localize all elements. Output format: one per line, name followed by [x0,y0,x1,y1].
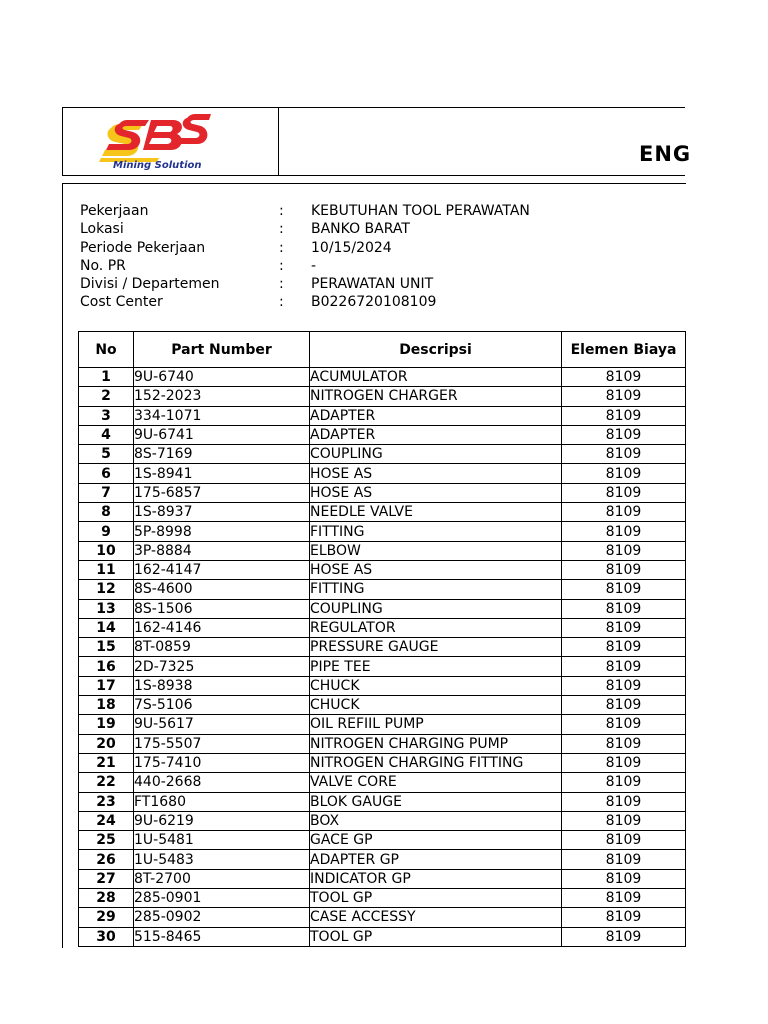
cell-descripsi: FITTING [310,580,562,599]
cell-no: 10 [79,541,134,560]
table-row [79,580,686,599]
table-row [79,599,686,618]
table-row [79,811,686,830]
table-row [79,889,686,908]
column-header-elemen-biaya: Elemen Biaya [562,332,686,368]
cell-no: 12 [79,580,134,599]
cell-no: 2 [79,387,134,406]
cell-elemen-biaya: 8109 [562,734,686,753]
cell-part-number: 8T-2700 [134,869,310,888]
cell-descripsi: NEEDLE VALVE [310,503,562,522]
info-value: - [311,257,317,274]
table-row [79,850,686,869]
cell-part-number: 515-8465 [134,927,310,946]
cell-elemen-biaya: 8109 [562,522,686,541]
table-row [79,425,686,444]
info-colon: : [279,203,284,219]
info-label: Divisi / Departemen [80,276,220,293]
info-value: B0226720108109 [311,294,437,311]
cell-no: 19 [79,715,134,734]
cell-part-number: 9U-6741 [134,425,310,444]
cell-no: 23 [79,792,134,811]
table-row [79,560,686,579]
info-colon: : [279,221,284,238]
cell-part-number: 1U-5481 [134,831,310,850]
cell-no: 16 [79,657,134,676]
cell-part-number: 162-4146 [134,618,310,637]
logo-tagline: Mining Solution [113,160,202,171]
parts-table [78,331,686,947]
cell-no: 30 [79,927,134,946]
document-title: ENG [639,142,692,166]
cell-elemen-biaya: 8109 [562,368,686,387]
cell-descripsi: ADAPTER [310,425,562,444]
cell-elemen-biaya: 8109 [562,503,686,522]
cell-elemen-biaya: 8109 [562,753,686,772]
cell-descripsi: CHUCK [310,676,562,695]
table-row [79,387,686,406]
cell-elemen-biaya: 8109 [562,618,686,637]
cell-elemen-biaya: 8109 [562,889,686,908]
cell-descripsi: COUPLING [310,599,562,618]
cell-no: 18 [79,696,134,715]
info-colon: : [279,239,284,256]
cell-no: 6 [79,464,134,483]
cell-elemen-biaya: 8109 [562,483,686,502]
cell-part-number: 175-5507 [134,734,310,753]
cell-part-number: 1U-5483 [134,850,310,869]
cell-part-number: 175-6857 [134,483,310,502]
cell-part-number: 5P-8998 [134,522,310,541]
table-row [79,715,686,734]
cell-no: 27 [79,869,134,888]
cell-descripsi: NITROGEN CHARGING PUMP [310,734,562,753]
header-divider [278,108,279,176]
cell-no: 1 [79,368,134,387]
cell-elemen-biaya: 8109 [562,869,686,888]
cell-descripsi: HOSE AS [310,464,562,483]
cell-no: 22 [79,773,134,792]
cell-descripsi: OIL REFIIL PUMP [310,715,562,734]
cell-descripsi: ACUMULATOR [310,368,562,387]
info-colon: : [279,276,284,293]
cell-part-number: 8S-1506 [134,599,310,618]
info-label: No. PR [80,257,126,274]
table-row [79,734,686,753]
cell-part-number: 2D-7325 [134,657,310,676]
info-colon: : [279,257,284,274]
cell-descripsi: CASE ACCESSY [310,908,562,927]
column-header-descripsi: Descripsi [310,332,562,368]
cell-descripsi: CHUCK [310,696,562,715]
column-header-no: No [79,332,134,368]
info-value: PERAWATAN UNIT [311,276,434,293]
cell-part-number: 8S-4600 [134,580,310,599]
table-row [79,773,686,792]
cell-elemen-biaya: 8109 [562,927,686,946]
cell-elemen-biaya: 8109 [562,792,686,811]
cell-no: 21 [79,753,134,772]
cell-no: 25 [79,831,134,850]
cell-no: 15 [79,638,134,657]
info-value: BANKO BARAT [311,221,410,238]
cell-no: 28 [79,889,134,908]
cell-no: 5 [79,445,134,464]
info-label: Cost Center [80,294,163,311]
cell-elemen-biaya: 8109 [562,638,686,657]
info-label: Periode Pekerjaan [80,239,206,256]
table-row [79,368,686,387]
cell-elemen-biaya: 8109 [562,580,686,599]
table-row [79,522,686,541]
cell-part-number: 162-4147 [134,560,310,579]
cell-descripsi: NITROGEN CHARGING FITTING [310,753,562,772]
cell-descripsi: BOX [310,811,562,830]
cell-descripsi: ELBOW [310,541,562,560]
table-row [79,696,686,715]
cell-descripsi: FITTING [310,522,562,541]
cell-descripsi: REGULATOR [310,618,562,637]
table-row [79,406,686,425]
cell-descripsi: GACE GP [310,831,562,850]
table-row [79,927,686,946]
cell-part-number: 1S-8938 [134,676,310,695]
cell-elemen-biaya: 8109 [562,464,686,483]
cell-elemen-biaya: 8109 [562,715,686,734]
cell-no: 9 [79,522,134,541]
info-value: 10/15/2024 [311,239,392,256]
cell-part-number: 3P-8884 [134,541,310,560]
column-header-part-number: Part Number [134,332,310,368]
cell-elemen-biaya: 8109 [562,676,686,695]
table-row [79,445,686,464]
cell-descripsi: PIPE TEE [310,657,562,676]
cell-elemen-biaya: 8109 [562,831,686,850]
cell-descripsi: NITROGEN CHARGER [310,387,562,406]
cell-descripsi: PRESSURE GAUGE [310,638,562,657]
cell-no: 7 [79,483,134,502]
cell-elemen-biaya: 8109 [562,773,686,792]
cell-descripsi: ADAPTER [310,406,562,425]
cell-elemen-biaya: 8109 [562,541,686,560]
cell-part-number: 9U-6740 [134,368,310,387]
info-label: Lokasi [80,221,124,238]
cell-part-number: 175-7410 [134,753,310,772]
table-row [79,908,686,927]
cell-part-number: FT1680 [134,792,310,811]
table-row [79,483,686,502]
table-row [79,618,686,637]
cell-descripsi: HOSE AS [310,560,562,579]
cell-descripsi: INDICATOR GP [310,869,562,888]
table-row [79,503,686,522]
cell-descripsi: TOOL GP [310,889,562,908]
cell-elemen-biaya: 8109 [562,445,686,464]
cell-no: 24 [79,811,134,830]
cell-elemen-biaya: 8109 [562,811,686,830]
cell-descripsi: VALVE CORE [310,773,562,792]
cell-descripsi: COUPLING [310,445,562,464]
cell-elemen-biaya: 8109 [562,908,686,927]
cell-part-number: 9U-6219 [134,811,310,830]
table-row [79,638,686,657]
table-row [79,657,686,676]
cell-descripsi: BLOK GAUGE [310,792,562,811]
cell-elemen-biaya: 8109 [562,406,686,425]
cell-no: 13 [79,599,134,618]
cell-elemen-biaya: 8109 [562,599,686,618]
cell-part-number: 8S-7169 [134,445,310,464]
info-value: KEBUTUHAN TOOL PERAWATAN [311,203,530,219]
cell-elemen-biaya: 8109 [562,850,686,869]
table-row [79,676,686,695]
cell-part-number: 1S-8937 [134,503,310,522]
cell-no: 29 [79,908,134,927]
info-label: Pekerjaan [80,203,149,219]
cell-part-number: 8T-0859 [134,638,310,657]
cell-elemen-biaya: 8109 [562,560,686,579]
cell-elemen-biaya: 8109 [562,657,686,676]
table-header-row [79,332,686,368]
document-header [62,107,692,176]
cell-elemen-biaya: 8109 [562,387,686,406]
cell-no: 3 [79,406,134,425]
cell-descripsi: TOOL GP [310,927,562,946]
cell-elemen-biaya: 8109 [562,425,686,444]
cell-descripsi: HOSE AS [310,483,562,502]
cell-no: 26 [79,850,134,869]
cell-part-number: 334-1071 [134,406,310,425]
cell-part-number: 152-2023 [134,387,310,406]
cell-part-number: 9U-5617 [134,715,310,734]
table-row [79,541,686,560]
cell-part-number: 440-2668 [134,773,310,792]
cell-part-number: 285-0901 [134,889,310,908]
cell-no: 20 [79,734,134,753]
table-row [79,831,686,850]
table-row [79,792,686,811]
cell-no: 14 [79,618,134,637]
info-colon: : [279,294,284,311]
cell-part-number: 285-0902 [134,908,310,927]
cell-no: 11 [79,560,134,579]
cell-descripsi: ADAPTER GP [310,850,562,869]
cell-no: 17 [79,676,134,695]
cell-no: 4 [79,425,134,444]
table-row [79,464,686,483]
table-row [79,869,686,888]
cell-part-number: 7S-5106 [134,696,310,715]
cell-part-number: 1S-8941 [134,464,310,483]
table-row [79,753,686,772]
cell-no: 8 [79,503,134,522]
cell-elemen-biaya: 8109 [562,696,686,715]
